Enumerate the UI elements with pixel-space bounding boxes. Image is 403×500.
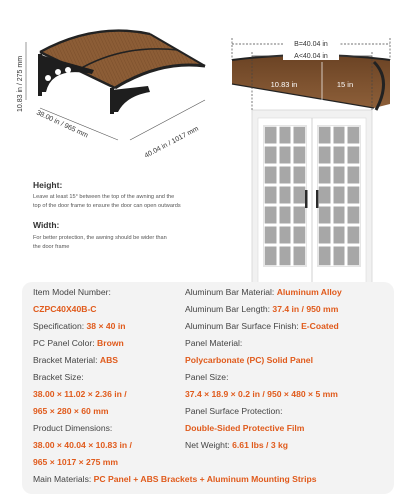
panel-size-label: Panel Size:: [185, 372, 229, 382]
bracket-material-label: Bracket Material:: [33, 355, 100, 365]
product-dimensions-label: Product Dimensions:: [33, 423, 113, 433]
bracket-size-label: Bracket Size:: [33, 372, 84, 382]
height-title: Height:: [33, 180, 63, 190]
door-illustration: [252, 110, 372, 290]
b-width-label: B=40.04 in: [294, 41, 328, 48]
panel-size-value: 37.4 × 18.9 × 0.2 in / 950 × 480 × 5 mm: [185, 389, 338, 399]
model-label: Item Model Number:: [33, 287, 111, 297]
bar-material-label: Aluminum Bar Material:: [185, 287, 277, 297]
panel-color-row: [33, 338, 124, 348]
bracket-size-value-2: 965 × 280 × 60 mm: [33, 406, 109, 416]
bar-material-value: Aluminum Alloy: [276, 287, 342, 297]
awning-front-drawing: [232, 55, 390, 110]
bar-length-row: [185, 304, 338, 314]
specification-value: 38 × 40 in: [86, 321, 126, 331]
main-materials-value: PC Panel + ABS Brackets + Aluminum Mounting Strips: [93, 474, 317, 484]
net-weight-label: Net Weight:: [185, 440, 233, 450]
bar-finish-row: [185, 321, 339, 331]
product-dimensions-value-1: 38.00 × 40.04 × 10.83 in /: [33, 440, 132, 450]
height-note-line2: top of the door frame to ensure the door can open outwards: [33, 203, 181, 209]
panel-material-value: Polycarbonate (PC) Solid Panel: [185, 355, 313, 365]
panel-color-label: PC Panel Color:: [33, 338, 98, 348]
width-title: Width:: [33, 220, 60, 230]
bracket-material-value: ABS: [99, 355, 119, 365]
width-note-line1: For better protection, the awning should be wider than: [33, 235, 167, 241]
panel-protection-label: Panel Surface Protection:: [185, 406, 283, 416]
net-weight-value: 6.61 lbs / 3 kg: [232, 440, 289, 450]
model-value: CZPC40X40B-C: [33, 304, 97, 314]
bar-length-label: Aluminum Bar Length:: [185, 304, 273, 314]
specs-panel: [22, 282, 394, 494]
center-depth-label: 15 in: [336, 80, 354, 89]
net-weight-row: [185, 440, 288, 450]
bar-finish-value: E-Coated: [301, 321, 339, 331]
main-materials-label: Main Materials:: [33, 474, 94, 484]
specification-label: Specification:: [33, 321, 87, 331]
center-height-label: 10.83 in: [270, 80, 298, 89]
a-width-label: A<40.04 in: [294, 53, 328, 60]
left-depth-label: 38.00 in / 965 mm: [35, 109, 89, 140]
bar-finish-label: Aluminum Bar Surface Finish:: [185, 321, 302, 331]
panel-color-value: Brown: [97, 338, 124, 348]
specification-row: [33, 321, 125, 331]
main-materials-row: [33, 474, 317, 484]
bracket-material-row: [33, 355, 118, 365]
height-note-line1: Leave at least 15° between the top of the awning and the: [33, 194, 175, 200]
product-dimensions-value-2: 965 × 1017 × 275 mm: [33, 457, 119, 467]
panel-protection-value: Double-Sided Protective Film: [185, 423, 305, 433]
bar-material-row: [185, 287, 342, 297]
panel-material-label: Panel Material:: [185, 338, 243, 348]
bar-length-value: 37.4 in / 950 mm: [272, 304, 339, 314]
width-note-line2: the door frame: [33, 244, 70, 250]
left-height-label: 10.83 in / 275 mm: [17, 55, 24, 112]
left-width-label: 40.04 in / 1017 mm: [143, 125, 200, 160]
bracket-size-value-1: 38.00 × 11.02 × 2.36 in /: [33, 389, 127, 399]
